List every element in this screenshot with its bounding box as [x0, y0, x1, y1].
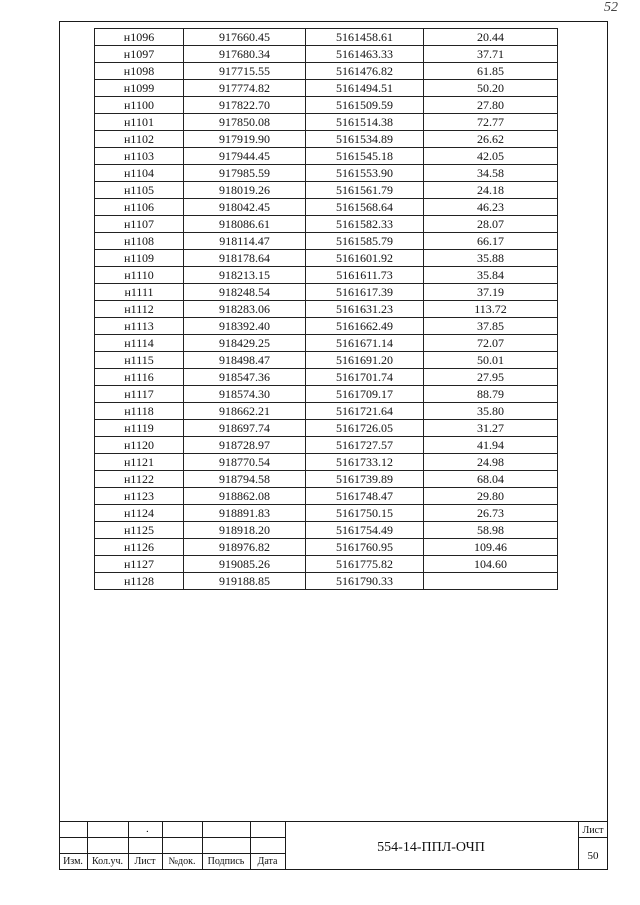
x-coordinate-cell: 918283.06	[184, 301, 306, 318]
y-coordinate-cell: 5161750.15	[306, 505, 424, 522]
y-coordinate-cell: 5161739.89	[306, 471, 424, 488]
table-row	[95, 420, 558, 437]
distance-cell: 88.79	[424, 386, 558, 403]
sheet-number: 50	[587, 850, 599, 862]
sheet-label: Лист	[582, 825, 604, 836]
point-id-cell: н1112	[95, 301, 184, 318]
distance-cell: 27.95	[424, 369, 558, 386]
table-row	[95, 80, 558, 97]
stamp-label-izm: Изм.	[63, 856, 83, 867]
y-coordinate-cell: 5161754.49	[306, 522, 424, 539]
distance-cell: 50.01	[424, 352, 558, 369]
point-id-cell: н1116	[95, 369, 184, 386]
distance-cell: 34.58	[424, 165, 558, 182]
distance-cell: 50.20	[424, 80, 558, 97]
point-id-cell: н1099	[95, 80, 184, 97]
table-row	[95, 539, 558, 556]
x-coordinate-cell: 917919.90	[184, 131, 306, 148]
distance-cell: 109.46	[424, 539, 558, 556]
point-id-cell: н1096	[95, 29, 184, 46]
table-row	[95, 233, 558, 250]
point-id-cell: н1111	[95, 284, 184, 301]
y-coordinate-cell: 5161463.33	[306, 46, 424, 63]
x-coordinate-cell: 917850.08	[184, 114, 306, 131]
table-row	[95, 318, 558, 335]
y-coordinate-cell: 5161727.57	[306, 437, 424, 454]
table-row	[95, 63, 558, 80]
table-row	[95, 267, 558, 284]
stamp-label-list: Лист	[134, 856, 156, 867]
x-coordinate-cell: 918392.40	[184, 318, 306, 335]
distance-cell	[424, 573, 558, 590]
x-coordinate-cell: 917660.45	[184, 29, 306, 46]
point-id-cell: н1127	[95, 556, 184, 573]
table-row	[95, 29, 558, 46]
table-row	[95, 386, 558, 403]
table-row	[95, 488, 558, 505]
stamp-label-kol-uch: Кол.уч.	[91, 856, 124, 867]
x-coordinate-cell: 918042.45	[184, 199, 306, 216]
table-row	[95, 454, 558, 471]
point-id-cell: н1119	[95, 420, 184, 437]
distance-cell: 24.98	[424, 454, 558, 471]
distance-cell: 24.18	[424, 182, 558, 199]
distance-cell: 72.07	[424, 335, 558, 352]
distance-cell: 46.23	[424, 199, 558, 216]
x-coordinate-cell: 917944.45	[184, 148, 306, 165]
point-id-cell: н1107	[95, 216, 184, 233]
point-id-cell: н1128	[95, 573, 184, 590]
distance-cell: 29.80	[424, 488, 558, 505]
point-id-cell: н1109	[95, 250, 184, 267]
y-coordinate-cell: 5161568.64	[306, 199, 424, 216]
point-id-cell: н1121	[95, 454, 184, 471]
x-coordinate-cell: 918794.58	[184, 471, 306, 488]
point-id-cell: н1115	[95, 352, 184, 369]
y-coordinate-cell: 5161585.79	[306, 233, 424, 250]
y-coordinate-cell: 5161582.33	[306, 216, 424, 233]
distance-cell: 35.84	[424, 267, 558, 284]
table-row	[95, 556, 558, 573]
table-row	[95, 505, 558, 522]
table-row	[95, 250, 558, 267]
distance-cell: 31.27	[424, 420, 558, 437]
y-coordinate-cell: 5161701.74	[306, 369, 424, 386]
distance-cell: 66.17	[424, 233, 558, 250]
y-coordinate-cell: 5161545.18	[306, 148, 424, 165]
point-id-cell: н1098	[95, 63, 184, 80]
table-row	[95, 522, 558, 539]
table-row	[95, 114, 558, 131]
x-coordinate-cell: 918862.08	[184, 488, 306, 505]
table-row	[95, 471, 558, 488]
x-coordinate-cell: 918574.30	[184, 386, 306, 403]
x-coordinate-cell: 918429.25	[184, 335, 306, 352]
document-code: 554-14-ППЛ-ОЧП	[377, 840, 485, 855]
table-row	[95, 352, 558, 369]
y-coordinate-cell: 5161790.33	[306, 573, 424, 590]
coordinates-table	[94, 28, 558, 590]
y-coordinate-cell: 5161726.05	[306, 420, 424, 437]
x-coordinate-cell: 917715.55	[184, 63, 306, 80]
distance-cell: 61.85	[424, 63, 558, 80]
distance-cell: 37.71	[424, 46, 558, 63]
distance-cell: 20.44	[424, 29, 558, 46]
point-id-cell: н1126	[95, 539, 184, 556]
x-coordinate-cell: 918770.54	[184, 454, 306, 471]
y-coordinate-cell: 5161775.82	[306, 556, 424, 573]
distance-cell: 35.80	[424, 403, 558, 420]
distance-cell: 113.72	[424, 301, 558, 318]
y-coordinate-cell: 5161662.49	[306, 318, 424, 335]
x-coordinate-cell: 918178.64	[184, 250, 306, 267]
distance-cell: 58.98	[424, 522, 558, 539]
table-row	[95, 46, 558, 63]
table-row	[95, 403, 558, 420]
distance-cell: 37.19	[424, 284, 558, 301]
distance-cell: 42.05	[424, 148, 558, 165]
table-row	[95, 165, 558, 182]
distance-cell: 37.85	[424, 318, 558, 335]
point-id-cell: н1114	[95, 335, 184, 352]
table-row	[95, 369, 558, 386]
point-id-cell: н1105	[95, 182, 184, 199]
point-id-cell: н1110	[95, 267, 184, 284]
point-id-cell: н1108	[95, 233, 184, 250]
x-coordinate-cell: 918086.61	[184, 216, 306, 233]
y-coordinate-cell: 5161709.17	[306, 386, 424, 403]
x-coordinate-cell: 917822.70	[184, 97, 306, 114]
y-coordinate-cell: 5161748.47	[306, 488, 424, 505]
x-coordinate-cell: 918248.54	[184, 284, 306, 301]
y-coordinate-cell: 5161458.61	[306, 29, 424, 46]
x-coordinate-cell: 919188.85	[184, 573, 306, 590]
point-id-cell: н1103	[95, 148, 184, 165]
point-id-cell: н1117	[95, 386, 184, 403]
x-coordinate-cell: 918114.47	[184, 233, 306, 250]
table-row	[95, 199, 558, 216]
point-id-cell: н1113	[95, 318, 184, 335]
stamp-label-ndok: №док.	[168, 856, 196, 867]
point-id-cell: н1125	[95, 522, 184, 539]
distance-cell: 104.60	[424, 556, 558, 573]
y-coordinate-cell: 5161611.73	[306, 267, 424, 284]
y-coordinate-cell: 5161514.38	[306, 114, 424, 131]
y-coordinate-cell: 5161509.59	[306, 97, 424, 114]
table-row	[95, 301, 558, 318]
table-row	[95, 335, 558, 352]
x-coordinate-cell: 918498.47	[184, 352, 306, 369]
coordinates-table-body	[95, 29, 558, 590]
point-id-cell: н1118	[95, 403, 184, 420]
x-coordinate-cell: 917774.82	[184, 80, 306, 97]
y-coordinate-cell: 5161601.92	[306, 250, 424, 267]
distance-cell: 27.80	[424, 97, 558, 114]
x-coordinate-cell: 917680.34	[184, 46, 306, 63]
stamp-label-podpis: Подпись	[207, 856, 245, 867]
y-coordinate-cell: 5161494.51	[306, 80, 424, 97]
x-coordinate-cell: 917985.59	[184, 165, 306, 182]
handwritten-page-number: 52	[604, 0, 618, 15]
y-coordinate-cell: 5161733.12	[306, 454, 424, 471]
table-row	[95, 182, 558, 199]
y-coordinate-cell: 5161476.82	[306, 63, 424, 80]
x-coordinate-cell: 918728.97	[184, 437, 306, 454]
table-row	[95, 284, 558, 301]
x-coordinate-cell: 918918.20	[184, 522, 306, 539]
table-row	[95, 97, 558, 114]
distance-cell: 68.04	[424, 471, 558, 488]
point-id-cell: н1123	[95, 488, 184, 505]
point-id-cell: н1106	[95, 199, 184, 216]
stamp-label-data: Дата	[257, 856, 278, 867]
table-row	[95, 573, 558, 590]
y-coordinate-cell: 5161534.89	[306, 131, 424, 148]
table-row	[95, 216, 558, 233]
point-id-cell: н1101	[95, 114, 184, 131]
y-coordinate-cell: 5161691.20	[306, 352, 424, 369]
point-id-cell: н1120	[95, 437, 184, 454]
distance-cell: 28.07	[424, 216, 558, 233]
y-coordinate-cell: 5161760.95	[306, 539, 424, 556]
table-row	[95, 148, 558, 165]
point-id-cell: н1124	[95, 505, 184, 522]
y-coordinate-cell: 5161721.64	[306, 403, 424, 420]
distance-cell: 41.94	[424, 437, 558, 454]
point-id-cell: н1097	[95, 46, 184, 63]
x-coordinate-cell: 918547.36	[184, 369, 306, 386]
y-coordinate-cell: 5161561.79	[306, 182, 424, 199]
table-row	[95, 131, 558, 148]
x-coordinate-cell: 918697.74	[184, 420, 306, 437]
point-id-cell: н1122	[95, 471, 184, 488]
distance-cell: 72.77	[424, 114, 558, 131]
point-id-cell: н1104	[95, 165, 184, 182]
y-coordinate-cell: 5161671.14	[306, 335, 424, 352]
distance-cell: 35.88	[424, 250, 558, 267]
table-row	[95, 437, 558, 454]
x-coordinate-cell: 918662.21	[184, 403, 306, 420]
point-id-cell: н1102	[95, 131, 184, 148]
distance-cell: 26.62	[424, 131, 558, 148]
x-coordinate-cell: 918976.82	[184, 539, 306, 556]
point-id-cell: н1100	[95, 97, 184, 114]
y-coordinate-cell: 5161617.39	[306, 284, 424, 301]
x-coordinate-cell: 918019.26	[184, 182, 306, 199]
x-coordinate-cell: 918213.15	[184, 267, 306, 284]
x-coordinate-cell: 918891.83	[184, 505, 306, 522]
x-coordinate-cell: 919085.26	[184, 556, 306, 573]
y-coordinate-cell: 5161553.90	[306, 165, 424, 182]
distance-cell: 26.73	[424, 505, 558, 522]
stamp-dot-mark: .	[146, 823, 149, 835]
y-coordinate-cell: 5161631.23	[306, 301, 424, 318]
